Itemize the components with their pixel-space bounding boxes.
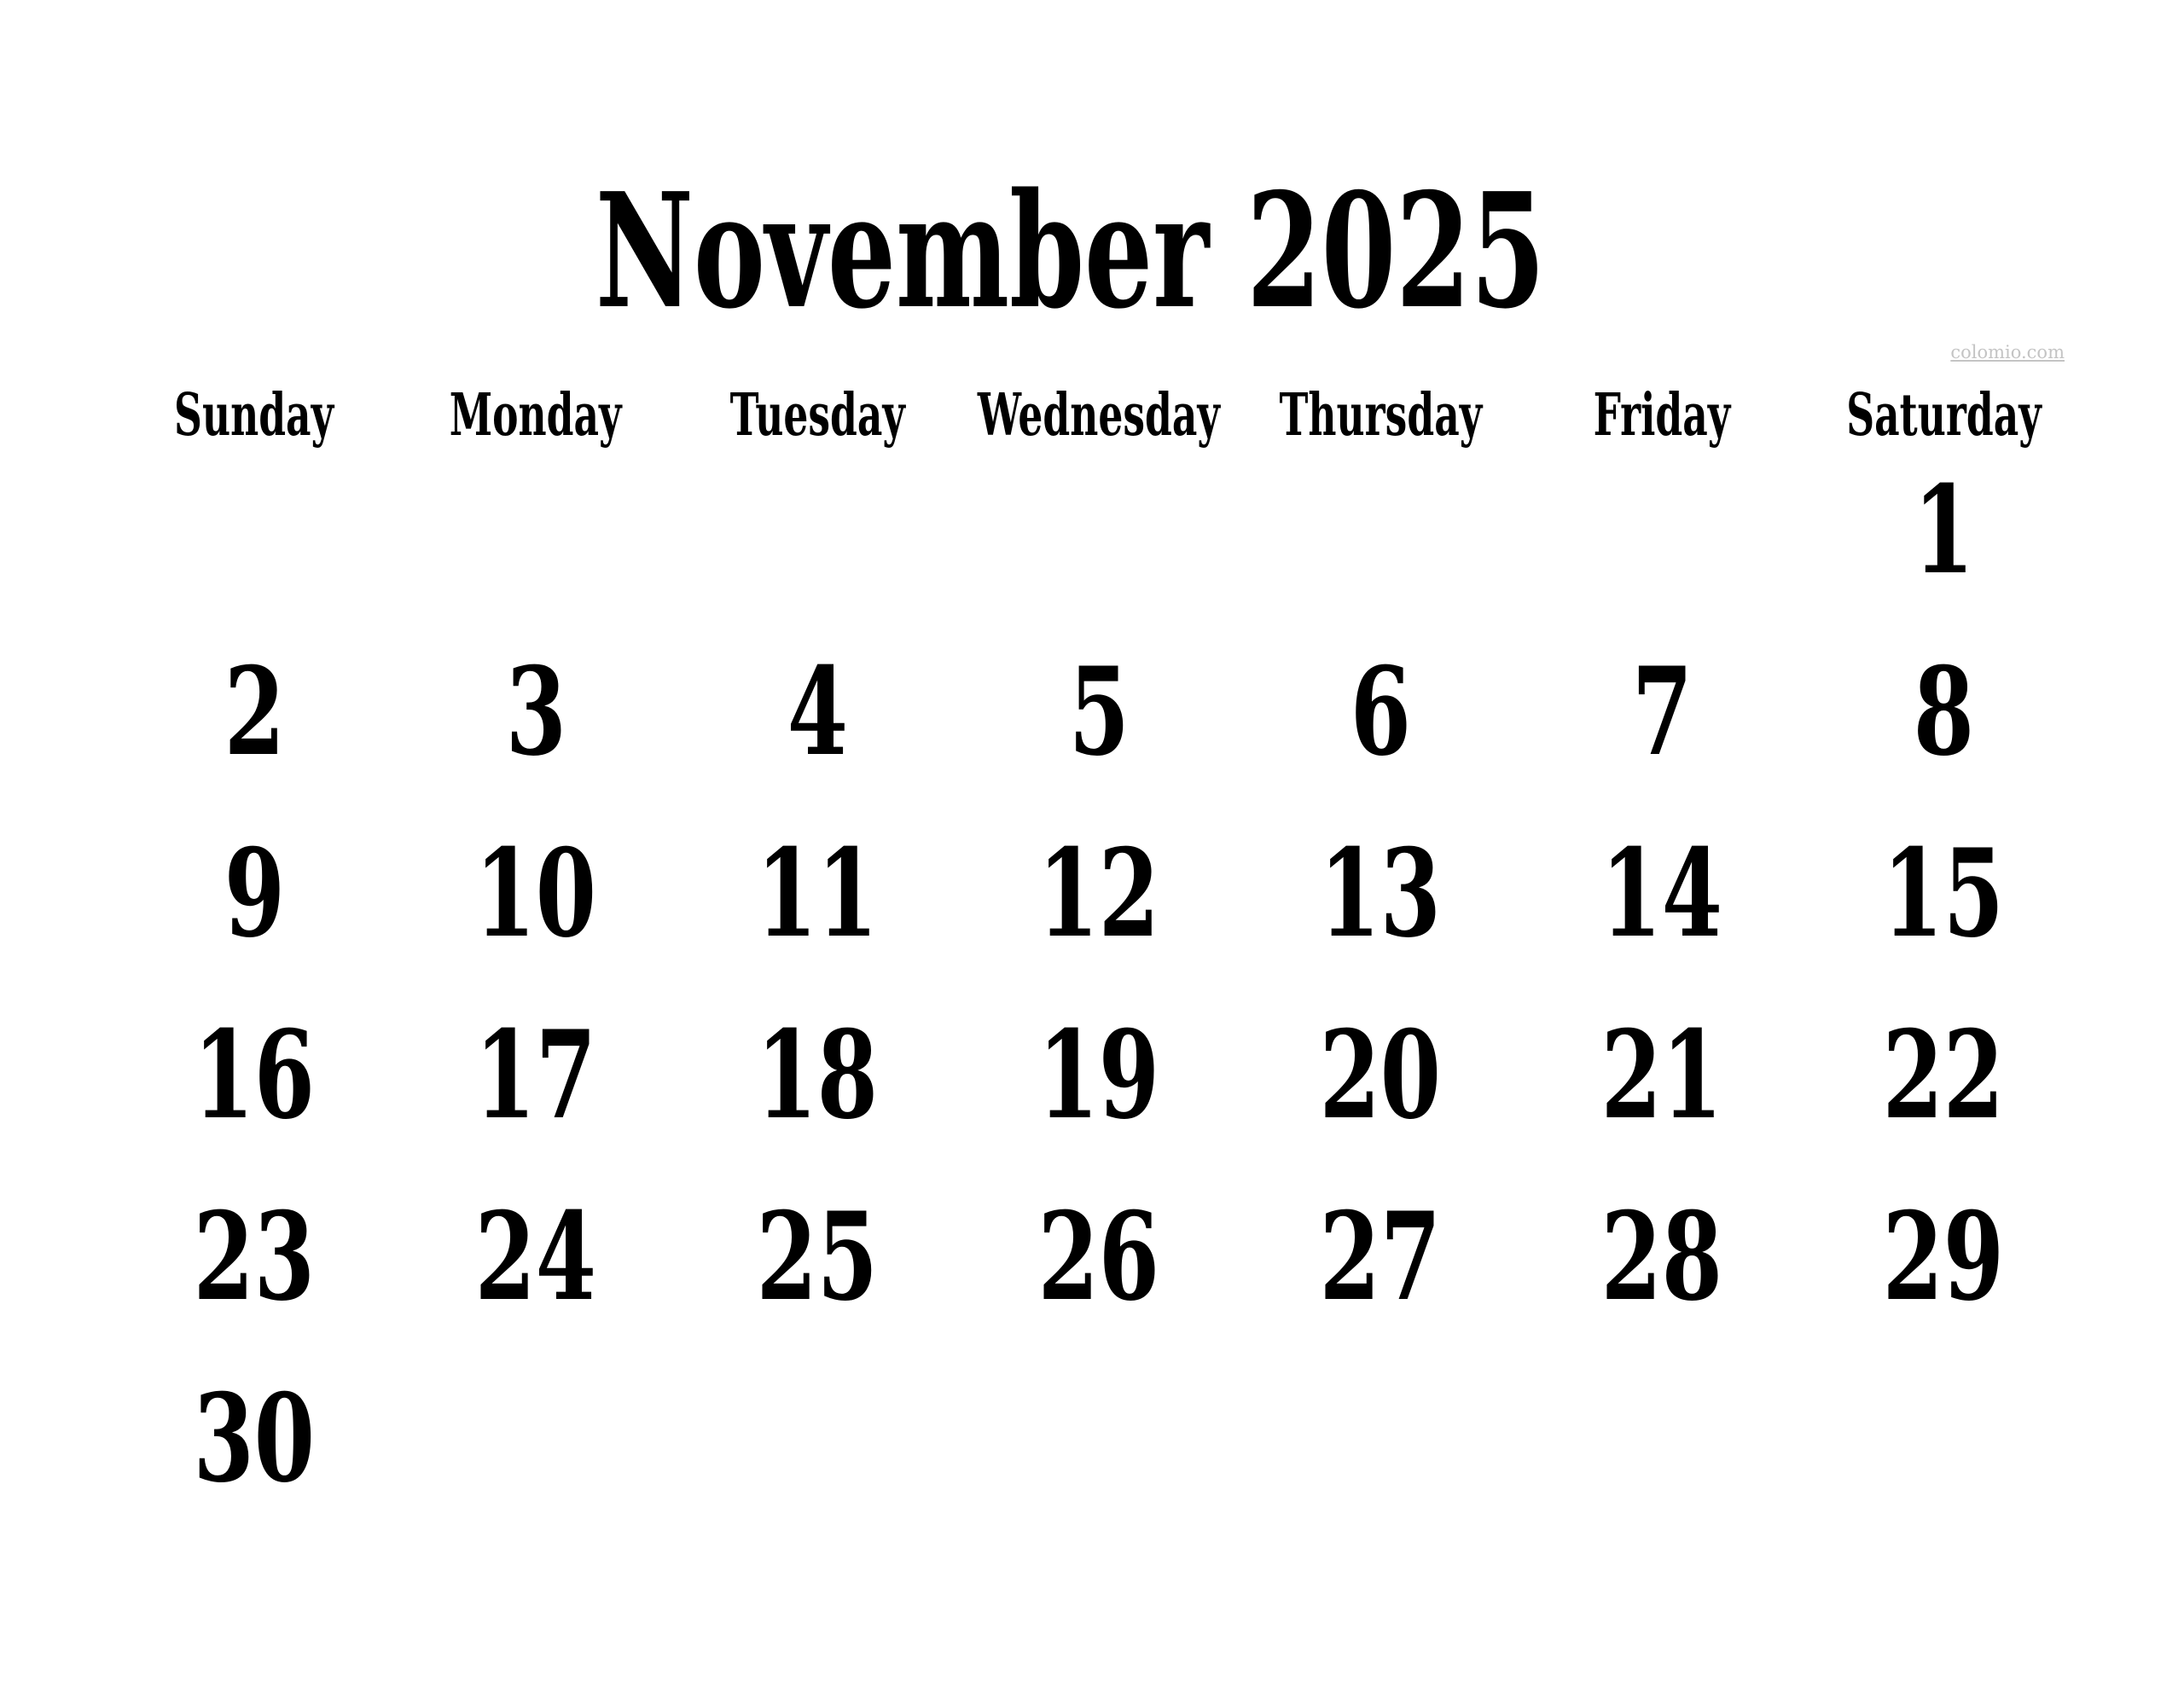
week-row-6: [113, 1335, 2084, 1516]
day-header-label: Monday: [450, 381, 622, 449]
date-number: 15: [1882, 822, 2005, 965]
date-cell-28: [1521, 1153, 1803, 1335]
date-number: 6: [1350, 641, 1411, 783]
week-row-3: [113, 790, 2084, 971]
date-number: 11: [756, 822, 879, 965]
date-number: 23: [193, 1186, 316, 1328]
date-cell-12: [958, 790, 1240, 971]
date-number: 25: [756, 1186, 879, 1328]
date-number: 19: [1037, 1004, 1160, 1146]
date-cell-18: [677, 971, 958, 1153]
week-row-5: [113, 1153, 2084, 1335]
date-cell-16: [113, 971, 395, 1153]
date-cell-10: [395, 790, 677, 971]
date-cell-22: [1803, 971, 2084, 1153]
date-number: 4: [787, 641, 848, 783]
date-number: 2: [224, 641, 285, 783]
date-number: 29: [1882, 1186, 2005, 1328]
date-number: 5: [1068, 641, 1130, 783]
date-cell-30: [113, 1335, 395, 1516]
empty-cell: [1803, 1335, 2084, 1516]
date-cell-14: [1521, 790, 1803, 971]
date-cell-21: [1521, 971, 1803, 1153]
date-number: 26: [1037, 1186, 1160, 1328]
date-cell-27: [1240, 1153, 1521, 1335]
date-cell-25: [677, 1153, 958, 1335]
watermark-link[interactable]: colomio.com: [1950, 342, 2065, 362]
date-number: 9: [224, 822, 285, 965]
date-number: 17: [474, 1004, 597, 1146]
day-header-label: Saturday: [1845, 381, 2042, 449]
empty-cell: [1240, 1335, 1521, 1516]
date-cell-5: [958, 608, 1240, 790]
date-number: 7: [1631, 641, 1693, 783]
month-year-title: November 2025: [595, 158, 1546, 344]
date-cell-20: [1240, 971, 1521, 1153]
date-cell-2: [113, 608, 395, 790]
date-number: 12: [1037, 822, 1160, 965]
empty-cell: [395, 1335, 677, 1516]
day-header-label: Sunday: [174, 381, 334, 449]
date-number: 10: [474, 822, 597, 965]
date-cell-13: [1240, 790, 1521, 971]
week-row-2: [113, 608, 2084, 790]
date-number: 27: [1319, 1186, 1442, 1328]
week-row-1: [113, 426, 2084, 608]
date-cell-1: [1803, 426, 2084, 608]
date-number: 14: [1600, 822, 1723, 965]
day-header-label: Wednesday: [978, 381, 1220, 449]
day-header-label: Thursday: [1279, 381, 1482, 449]
date-cell-17: [395, 971, 677, 1153]
date-number: 8: [1913, 641, 1974, 783]
date-cell-29: [1803, 1153, 2084, 1335]
date-cell-23: [113, 1153, 395, 1335]
date-number: 16: [193, 1004, 316, 1146]
empty-cell: [677, 426, 958, 608]
date-number: 24: [474, 1186, 597, 1328]
empty-cell: [958, 426, 1240, 608]
page-title: [0, 158, 2184, 344]
day-header-label: Friday: [1593, 381, 1731, 449]
date-cell-6: [1240, 608, 1521, 790]
date-cell-15: [1803, 790, 2084, 971]
empty-cell: [395, 426, 677, 608]
empty-cell: [113, 426, 395, 608]
date-number: 22: [1882, 1004, 2005, 1146]
date-number: 21: [1600, 1004, 1723, 1146]
date-cell-3: [395, 608, 677, 790]
date-number: 28: [1600, 1186, 1723, 1328]
date-cell-19: [958, 971, 1240, 1153]
date-cell-11: [677, 790, 958, 971]
date-cell-26: [958, 1153, 1240, 1335]
empty-cell: [677, 1335, 958, 1516]
date-number: 20: [1319, 1004, 1442, 1146]
date-cell-7: [1521, 608, 1803, 790]
empty-cell: [1521, 426, 1803, 608]
date-number: 13: [1319, 822, 1442, 965]
date-cell-9: [113, 790, 395, 971]
date-cell-4: [677, 608, 958, 790]
date-number: 18: [756, 1004, 879, 1146]
empty-cell: [1521, 1335, 1803, 1516]
date-number: 30: [193, 1367, 316, 1510]
date-cell-24: [395, 1153, 677, 1335]
date-number: 3: [505, 641, 566, 783]
date-cell-8: [1803, 608, 2084, 790]
empty-cell: [1240, 426, 1521, 608]
day-header-label: Tuesday: [729, 381, 905, 449]
date-number: 1: [1913, 459, 1974, 601]
calendar-grid: [113, 426, 2084, 1516]
week-row-4: [113, 971, 2084, 1153]
empty-cell: [958, 1335, 1240, 1516]
